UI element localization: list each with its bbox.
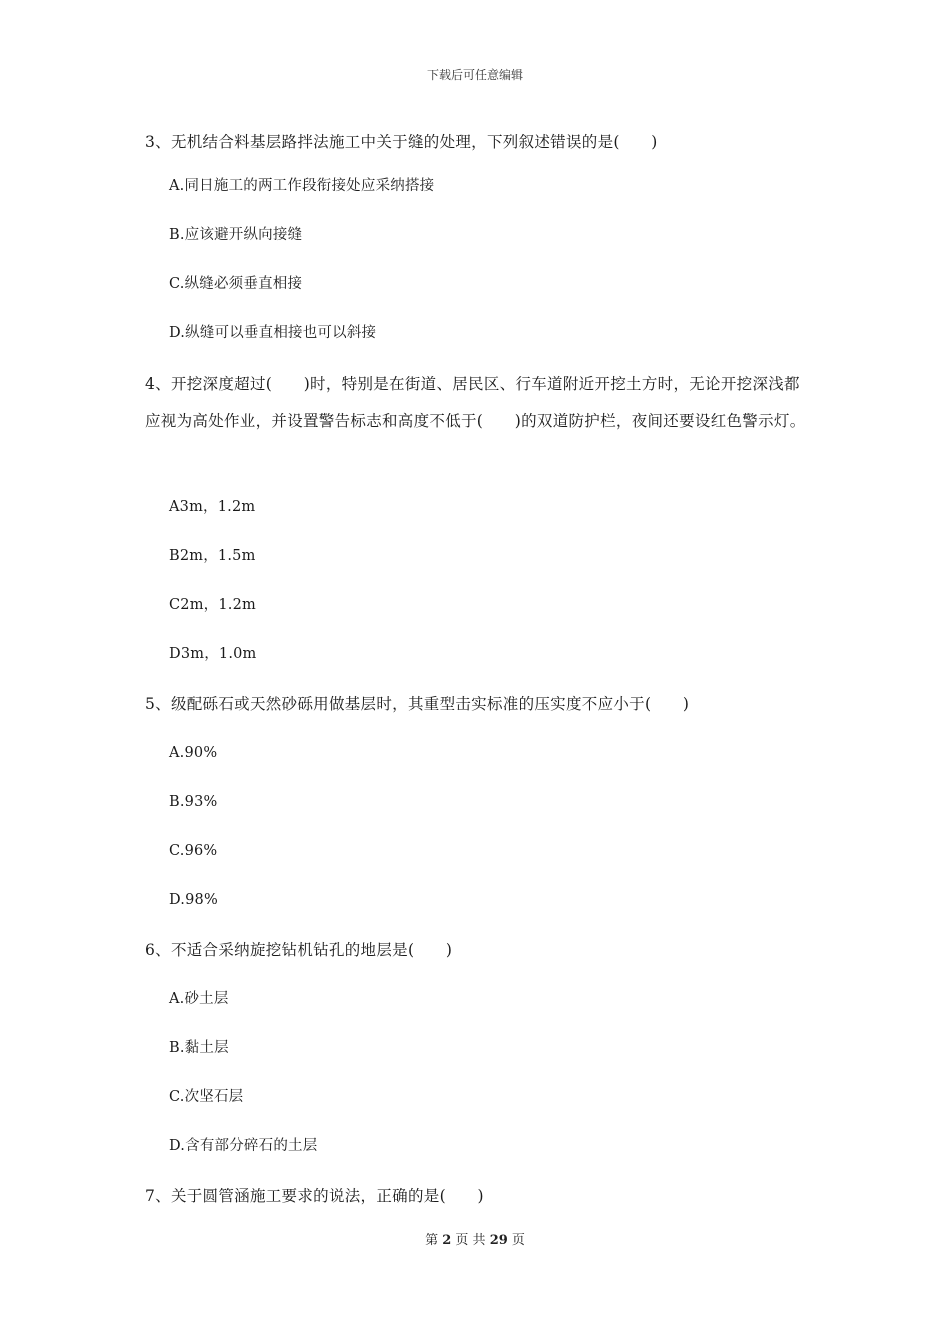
option-item: B.黏土层	[169, 1040, 229, 1056]
option-item: B.应该避开纵向接缝	[169, 227, 303, 243]
option-item: A3m，1.2m	[169, 499, 256, 515]
question-stem: 7、关于圆管涵施工要求的说法，正确的是( )	[145, 1187, 484, 1205]
page-footer	[0, 1229, 950, 1248]
footer-suffix: 页	[511, 1233, 525, 1248]
option-item: D.含有部分碎石的土层	[169, 1138, 318, 1154]
option-item: D3m，1.0m	[169, 646, 257, 662]
question-stem: 3、无机结合料基层路拌法施工中关于缝的处理，下列叙述错误的是( )	[145, 133, 658, 151]
footer-middle: 页 共	[455, 1233, 486, 1248]
option-item: A.砂土层	[169, 991, 229, 1007]
question-stem: 6、不适合采纳旋挖钻机钻孔的地层是( )	[145, 941, 453, 959]
page-header-note: 下载后可任意编辑	[426, 68, 523, 82]
option-item: D.98%	[169, 892, 218, 908]
option-item: C.96%	[169, 843, 218, 859]
option-item: C2m，1.2m	[169, 597, 256, 613]
option-item: B.93%	[169, 794, 218, 810]
footer-page-number: 2	[442, 1233, 452, 1248]
footer-prefix: 第	[425, 1233, 439, 1248]
question-stem: 4、开挖深度超过( )时，特别是在街道、居民区、行车道附近开挖土方时，无论开挖深浅都应视为高处作业，并设置警告标志和高度不低于( )的双道防护栏，夜间还要设红色警示灯。	[145, 375, 806, 430]
option-item: C.次坚石层	[169, 1089, 244, 1105]
question-stem: 5、级配砾石或天然砂砾用做基层时，其重型击实标准的压实度不应小于( )	[145, 695, 690, 713]
option-item: D.纵缝可以垂直相接也可以斜接	[169, 325, 377, 341]
option-item: A.同日施工的两工作段衔接处应采纳搭接	[169, 178, 435, 194]
option-item: B2m，1.5m	[169, 548, 256, 564]
footer-total-pages: 29	[489, 1233, 508, 1248]
option-item: C.纵缝必须垂直相接	[169, 276, 303, 292]
option-item: A.90%	[169, 745, 218, 761]
